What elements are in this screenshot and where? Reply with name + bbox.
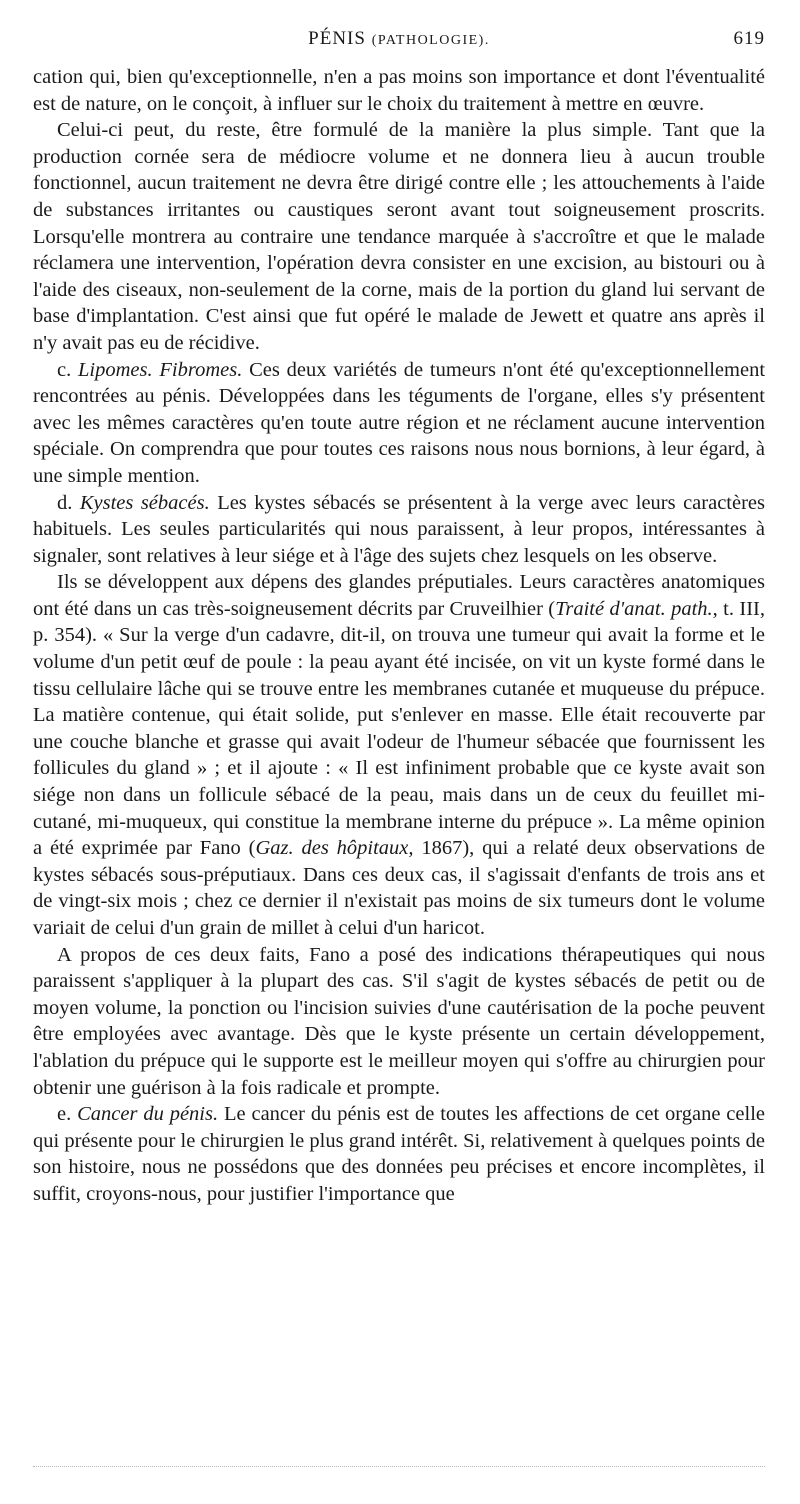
- section-letter: e.: [57, 1103, 72, 1126]
- citation: Traité d'anat. path.: [555, 597, 713, 620]
- body-text: [33, 64, 765, 1208]
- section-letter: c.: [57, 358, 72, 381]
- paragraph-text: Ces deux variétés de tumeurs n'ont été qu'exceptionnellement rencontrées au pénis. Développées dans les téguments de l'organe, elles s'y présentent avec les mêmes caractères qu'en toute autre région et ne réclament aucune intervention spéciale. On comprendra que pour toutes ces raisons nous nous bornions, à leur égard, à une simple mention.: [33, 358, 766, 487]
- bottom-rule: [33, 1466, 765, 1467]
- section-heading: Cancer du pénis.: [77, 1103, 219, 1126]
- paragraph-text: Les kystes sébacés se présentent à la verge avec leurs caractères habituels. Les seules particularités qui nous paraissent, à leur propos, intéressantes à signaler, sont relatives à leur siége et à l'âge des sujets chez lesquels on les observe.: [33, 491, 765, 567]
- paragraph-kystes: [33, 490, 765, 570]
- paragraph: [33, 569, 765, 941]
- paragraph-text: , t. III, p. 354). « Sur la verge d'un cadavre, dit-il, on trouva une tumeur qui avait la forme et le volume d'un petit œuf de poule : la peau ayant été incisée, on vit un kyste formé dans le tissu cellulaire lâche qui se trouve entre les membranes cutanée et muqueuse du prépuce. La matière contenue, qui était solide, put s'enlever en masse. Elle était recouverte par une couche blanche et grasse qui avait l'odeur de l'humeur sébacée que fournissent les follicules du gland » ; et il ajoute : « Il est infiniment probable que ce kyste avait son siége non dans un follicule sébacé de la peau, mais dans un de ceux du feuillet mi-cutané, mi-muqueux, qui constitue la membrane interne du prépuce ». La même opinion a été exprimée par Fano (: [33, 597, 765, 860]
- section-heading: Lipomes. Fibromes.: [78, 358, 243, 381]
- citation: Gaz. des hôpitaux,: [255, 837, 414, 860]
- paragraph: cation qui, bien qu'exceptionnelle, n'en a pas moins son importance et dont l'éventualité est de nature, on le conçoit, à influer sur le choix du traitement à mettre en œuvre.: [33, 66, 765, 115]
- paragraph-lipomes: [33, 357, 765, 490]
- paragraph: A propos de ces deux faits, Fano a posé des indications thérapeutiques qui nous paraissent s'appliquer à la plupart des cas. S'il s'agit de kystes sébacés de petit ou de moyen volume, la ponction ou l'incision suivies d'une cautérisation de la poche peuvent être employées avec avantage. Dès que le kyste présente un certain développement, l'ablation du prépuce qui le supporte est le meilleur moyen qui s'offre au chirurgien pour obtenir une guérison à la fois radicale et prompte.: [33, 943, 765, 1099]
- section-heading: Kystes sébacés.: [79, 491, 210, 514]
- section-letter: d.: [57, 491, 73, 514]
- paragraph-cancer: [33, 1101, 765, 1207]
- paragraph-text: Le cancer du pénis est de toutes les affections de cet organe celle qui présente pour le chirurgien le plus grand intérêt. Si, relativement à quelques points de son histoire, nous ne possédons que des données peu précises et encore incomplètes, il suffit, croyons-nous, pour justifier l'importance que: [33, 1103, 765, 1205]
- running-title: [33, 28, 765, 50]
- running-header: [33, 28, 765, 56]
- paragraph: Celui-ci peut, du reste, être formulé de la manière la plus simple. Tant que la production cornée sera de médiocre volume et ne donnera lieu à aucun trouble fonctionnel, aucun traitement ne devra être dirigé contre elle ; les attouchements à l'aide de substances irritantes ou caustiques seront avant tout soigneusement proscrits. Lorsqu'elle montrera au contraire une tendance marquée à s'accroître et que le malade réclamera une intervention, l'opération devra consister en une excision, au bistouri ou à l'aide des ciseaux, non-seulement de la corne, mais de la portion du gland lui servant de base d'implantation. C'est ainsi que fut opéré le malade de Jewett et quatre ans après il n'y avait pas eu de récidive.: [33, 119, 765, 354]
- running-title-main: PÉNIS: [308, 28, 366, 49]
- running-title-sub: (PATHOLOGIE).: [371, 33, 490, 48]
- paragraph-text: Ils se développent aux dépens des glandes préputiales. Leurs caractères anatomiques ont été dans un cas très-soigneusement décrits par Cruveilhier (: [33, 571, 765, 620]
- page-number: 619: [733, 28, 765, 49]
- paragraph-text: 1867), qui a relaté deux observations de kystes sébacés sous-préputiaux. Dans ces deux cas, il s'agissait d'enfants de trois ans et de vingt-six mois ; chez ce dernier il n'existait pas moins de six tumeurs dont le volume variait de celui d'un grain de millet à celui d'un haricot.: [33, 837, 765, 939]
